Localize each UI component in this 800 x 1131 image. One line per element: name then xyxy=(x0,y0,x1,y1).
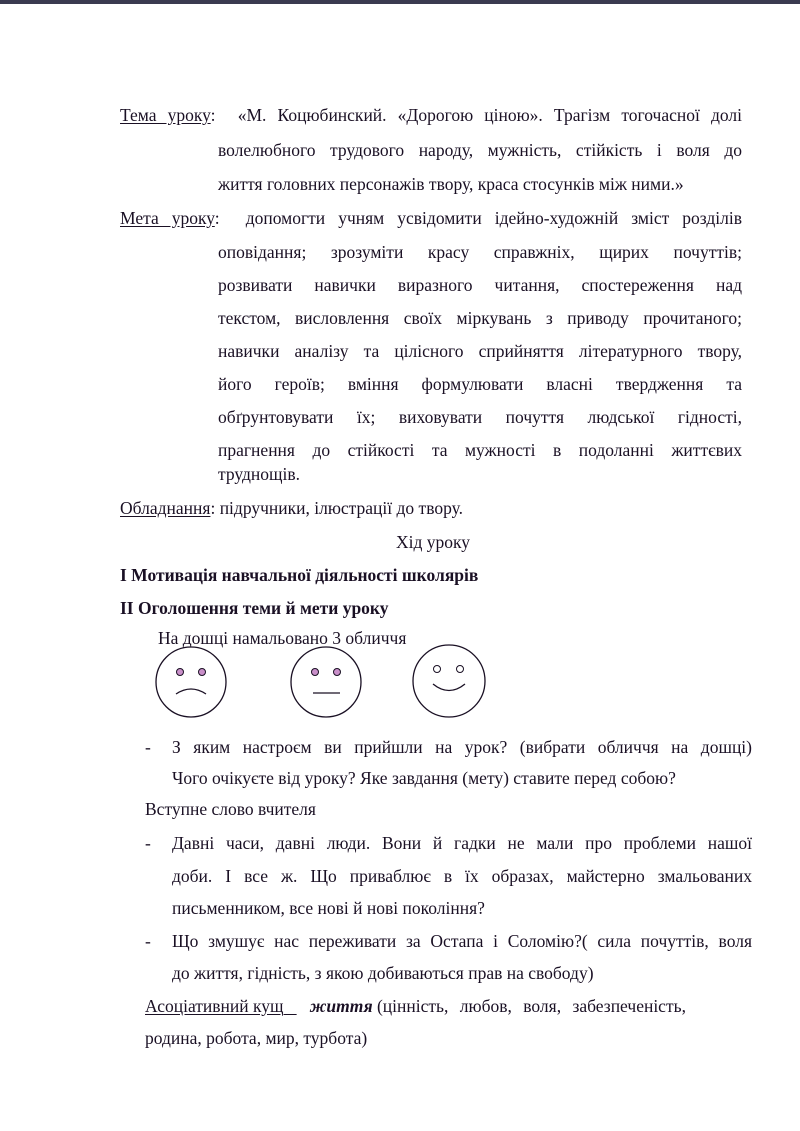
happy-face-icon xyxy=(413,645,485,717)
question-line-2: Чого очікуєте від уроку? Яке завдання (мету) ставите перед собою? xyxy=(172,768,676,788)
section-2-heading: ІІ Оголошення теми й мети уроку xyxy=(120,598,389,618)
goal-label: Мета уроку xyxy=(120,208,215,228)
bullet1-line-1: Давні часи, давні люди. Вони й гадки не мали про проблеми нашої xyxy=(172,833,752,853)
goal-line-1: Мета уроку: допомогти учням усвідомити ідейно-художній зміст розділів xyxy=(120,208,742,228)
goal-line-8: прагнення до стійкості та мужності в подоланні життєвих xyxy=(218,440,742,460)
goal-line-4: текстом, висловлення своїх міркувань з приводу прочитаного; xyxy=(218,308,742,328)
topic-line-1: Тема уроку: «М. Коцюбинский. «Дорогою ціною». Трагізм тогочасної долі xyxy=(120,105,742,125)
lesson-title: Хід уроку xyxy=(396,532,471,552)
sad-face-icon xyxy=(156,647,226,717)
goal-line-3: розвивати навички виразного читання, спостереження над xyxy=(218,275,742,295)
bullet1-line-2: доби. І все ж. Що приваблює в їх образах, майстерно змальованих xyxy=(172,866,752,886)
goal-line-6: його героїв; вміння формулювати власні твердження та xyxy=(218,374,742,394)
topic-text-1: «М. Коцюбинский. «Дорогою ціною». Трагізм тогочасної долі xyxy=(237,105,742,125)
equipment-text: підручники, ілюстрації до твору. xyxy=(219,498,463,518)
faces-drawing xyxy=(150,644,500,720)
scan-edge xyxy=(0,0,800,4)
assoc-rest-1: (цінність, любов, воля, забезпеченість, xyxy=(376,996,686,1016)
goal-line-7: обґрунтовувати їх; виховувати почуття людської гідності, xyxy=(218,407,742,427)
topic-line-3: життя головних персонажів твору, краса стосунків між ними.» xyxy=(218,174,684,194)
assoc-line-2: родина, робота, мир, турбота) xyxy=(145,1028,368,1048)
goal-line-5: навички аналізу та цілісного сприйняття літературного твору, xyxy=(218,341,742,361)
bullet1-line-3: письменником, все нові й нові покоління? xyxy=(172,898,485,918)
goal-line-2: оповідання; зрозуміти красу справжніх, щирих почуттів; xyxy=(218,242,742,262)
assoc-line-1 xyxy=(145,994,752,1018)
section-1-heading: І Мотивація навчальної діяльності школярів xyxy=(120,565,479,585)
question-line-1: З яким настроєм ви прийшли на урок? (вибрати обличчя на дошці) xyxy=(172,737,752,757)
goal-text-1: допомогти учням усвідомити ідейно-художній зміст розділів xyxy=(245,208,742,228)
topic-label: Тема уроку xyxy=(120,105,211,125)
equipment-line: Обладнання: підручники, ілюстрації до твору. xyxy=(120,498,463,518)
intro-heading: Вступне слово вчителя xyxy=(145,799,316,819)
bullet2-line-2: до життя, гідність, з якою добиваються прав на свободу) xyxy=(172,963,594,983)
assoc-label: Асоціативний кущ xyxy=(145,996,284,1016)
topic-line-2: волелюбного трудового народу, мужність, стійкість і воля до xyxy=(218,140,742,160)
board-note: На дошці намальовано 3 обличчя xyxy=(158,628,407,648)
neutral-face-icon xyxy=(291,647,361,717)
goal-line-9: труднощів. xyxy=(218,464,301,484)
bullet-dash-1: - xyxy=(145,737,151,757)
equipment-label: Обладнання xyxy=(120,498,211,518)
bullet-dash-3: - xyxy=(145,931,151,951)
assoc-word: життя xyxy=(309,996,373,1016)
bullet2-line-1: Що змушує нас переживати за Остапа і Соломію?( сила почуттів, воля xyxy=(172,931,752,951)
bullet-dash-2: - xyxy=(145,833,151,853)
